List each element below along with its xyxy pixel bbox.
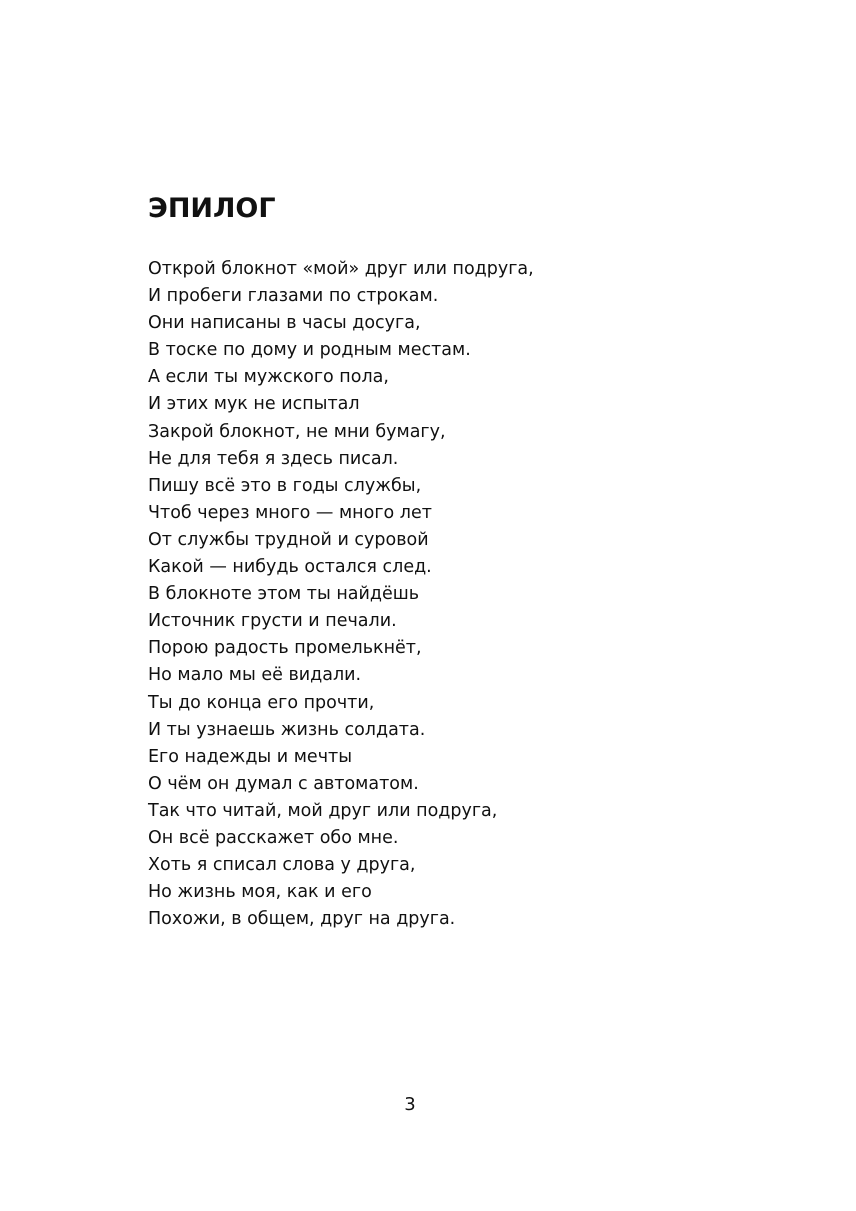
poem-line: Пишу всё это в годы службы, (148, 475, 422, 496)
poem-line: Похожи, в общем, друг на друга. (148, 909, 456, 930)
poem-line: О чём он думал с автоматом. (148, 773, 419, 794)
poem-line: В блокноте этом ты найдёшь (148, 584, 420, 605)
poem-line: Ты до конца его прочти, (148, 692, 375, 713)
poem-line: Чтоб через много — много лет (148, 502, 432, 523)
poem-line: Хоть я списал слова у друга, (148, 855, 416, 876)
poem-line: Источник грусти и печали. (148, 611, 397, 632)
poem-line: Не для тебя я здесь писал. (148, 448, 399, 469)
poem-line: Но мало мы её видали. (148, 665, 362, 686)
page-number: 3 (404, 1094, 416, 1115)
poem-line: От службы трудной и суровой (148, 529, 429, 550)
poem-line: А если ты мужского пола, (148, 367, 389, 388)
poem-line: Но жизнь моя, как и его (148, 882, 372, 903)
poem-text (148, 256, 534, 933)
poem-line: Так что читай, мой друг или подруга, (148, 800, 498, 821)
poem-line: Его надежды и мечты (148, 746, 353, 767)
page-title: ЭПИЛОГ (148, 193, 276, 224)
poem-line: И пробеги глазами по строкам. (148, 286, 439, 307)
poem-line: Закрой блокнот, не мни бумагу, (148, 421, 446, 442)
poem-line: Он всё расскажет обо мне. (148, 827, 399, 848)
poem-line: Они написаны в часы досуга, (148, 313, 421, 334)
poem-line: Открой блокнот «мой» друг или подруга, (148, 259, 534, 279)
poem-line: И ты узнаешь жизнь солдата. (148, 719, 426, 740)
poem-line: Порою радость промелькнёт, (148, 638, 422, 659)
poem-line: В тоске по дому и родным местам. (148, 340, 471, 361)
poem-line: И этих мук не испытал (148, 394, 360, 415)
poem-line: Какой — нибудь остался след. (148, 557, 432, 578)
